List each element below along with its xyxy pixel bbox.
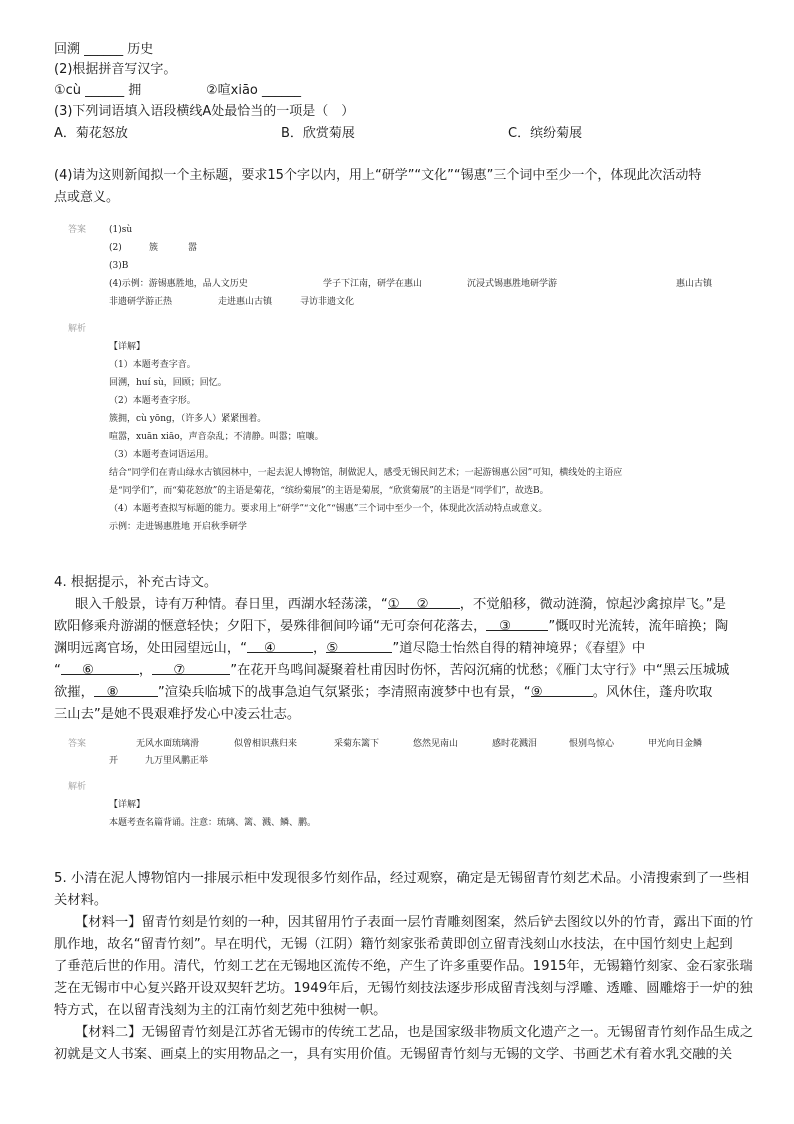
answer-line: 非遗研学游正热 (109, 297, 173, 307)
q4-para-line-3: 渊明远离官场，处田园望远山，“ ④ ，⑤ ”道尽隐士怡然自得的精神境界；《春望》中 (54, 638, 645, 660)
answer-tag: 答案 (68, 225, 87, 235)
answer-line: 学子下江南，研学在惠山 (323, 279, 423, 289)
q4-text: 欧阳修乘舟游湖的惬意轻快；夕阳下，晏殊徘徊间吟诵“无可奈何花落去， (54, 619, 487, 634)
blank-number: ⑧ (106, 685, 119, 700)
q5-material-1: 了垂范后世的作用。清代，竹刻工艺在无锡地区流传不绝，产生了许多重要作品。1915年，无锡籍竹刻家、金石家张瑞 (54, 959, 753, 974)
answer-item: 甲光向日金鳞 (648, 739, 703, 749)
q5-line-2: 关材料。 (54, 893, 108, 908)
q4-para-line-5 (54, 682, 712, 704)
answer-line: (2) (109, 243, 122, 253)
answer-line: (4)示例：游锡惠胜地，品人文历史 (109, 279, 248, 289)
q5-line-1: 5. 小清在泥人博物馆内一排展示柜中发现很多竹刻作品，经过观察，确定是无锡留青竹刻艺术品。小清搜索到了一些相 (54, 871, 750, 886)
analysis-line: （1）本题考查字音。 (109, 360, 196, 370)
analysis-heading: 【详解】 (109, 342, 146, 352)
answer-item: 开 (109, 756, 119, 766)
analysis-line: （3）本题考查词语运用。 (109, 450, 214, 460)
q3-pinyin-2: ②喧xiāo ______ (206, 83, 302, 98)
answer-line: 走进惠山古镇 (218, 297, 273, 307)
blank-5 (326, 638, 392, 656)
blank-6 (61, 660, 139, 678)
blank-number: ⑦ (173, 663, 186, 678)
answer-line: 惠山古镇 (676, 279, 713, 289)
analysis-line: 是“同学们”，而“菊花怒放”的主语是菊花，“缤纷菊展”的主语是菊展，“欣赏菊展”的主语是“同学们”，故选B。 (109, 486, 549, 496)
q4-text: ”慨叹时光流转，流年暗换；陶 (548, 619, 729, 634)
q3-line-1: 回溯 ______ 历史 (54, 42, 154, 57)
blank-1-2 (387, 594, 460, 612)
answer-line: (1)sù (109, 225, 133, 235)
q4-para-line-4: “ ⑥ ， ⑦ ”在花开鸟鸣间凝聚着杜甫因时伤怀，苦闷沉痛的忧愁；《雁门太守行》中“黑云压城城 (54, 660, 729, 682)
analysis-line: （4）本题考查拟写标题的能力。要求用上“研学”“文化”“锡惠”三个词中至少一个，体现此次活动特点或意义。 (109, 504, 548, 514)
q5-material-1: 肌作地，故名“留青竹刻”。早在明代，无锡（江阴）籍竹刻家张希黄即创立留青浅刻山水技法，在中国竹刻史上起到 (54, 937, 733, 952)
analysis-line: 结合“同学们在青山绿水古镇园林中，一起去泥人博物馆，制做泥人，感受无锡民间艺术；一起游锡惠公园”可知，横线处的主语应 (109, 468, 623, 478)
answer-line: 沉浸式锡惠胜地研学游 (467, 279, 558, 289)
q4-title: 4. 根据提示，补充古诗文。 (54, 575, 218, 590)
q4-text: ”渲染兵临城下的战事急迫气氛紧张；李清照南渡梦中也有景，“ (157, 685, 531, 700)
q3-line-4: (3)下列词语填入语段横线A处最恰当的一项是（ ） (54, 104, 355, 119)
option-c: C．缤纷菊展 (508, 126, 583, 141)
q4-text: “ (54, 663, 61, 678)
q4-text: 渊明远离官场，处田园望远山，“ (54, 641, 248, 656)
answer-item: 九万里风鹏正举 (145, 756, 209, 766)
q4-para-line-2 (54, 616, 728, 638)
analysis-heading: 【详解】 (109, 800, 146, 810)
blank-number: ⑤ (326, 641, 339, 656)
analysis-tag: 解析 (68, 324, 87, 334)
q4-para-line-6: 三山去”是她不畏艰难抒发心中凌云壮志。 (54, 707, 301, 722)
blank-number: ② (416, 597, 429, 612)
q5-material-2: 【材料二】无锡留青竹刻是江苏省无锡市的传统工艺品，也是国家级非物质文化遗产之一。无锡留青竹刻作品生成之 (75, 1025, 754, 1040)
answer-item: 似曾相识燕归来 (234, 739, 298, 749)
answer-word: 嚣 (188, 243, 198, 253)
q5-material-1: 【材料一】留青竹刻是竹刻的一种，因其留用竹子表面一层竹青雕刻图案，然后铲去图纹以外的竹青，露出下面的竹 (75, 915, 754, 930)
analysis-line: 示例：走进锡惠胜地 开启秋季研学 (109, 522, 247, 532)
answer-line: (3)B (109, 261, 129, 271)
q4-text: 欲摧， (54, 685, 94, 700)
answer-item: 感时花溅泪 (492, 739, 538, 749)
q4-text: ”道尽隐士怡然自得的精神境界；《春望》中 (392, 641, 646, 656)
analysis-line: 本题考查名篇背诵。注意：琉璃、篱、溅、鳞、鹏。 (109, 818, 317, 828)
answer-tag: 答案 (68, 739, 87, 749)
analysis-line: 簇拥，cù yōng，（许多人）紧紧围着。 (109, 414, 267, 424)
q5-material-1: 芝在无锡市中心复兴路开设双契轩艺坊。1949年后，无锡竹刻技法逐步形成留青浅刻与浮雕、透雕、圆雕熔于一炉的独 (54, 981, 753, 996)
answer-item: 悠然见南山 (413, 739, 459, 749)
blank-3 (486, 616, 548, 634)
blank-4 (247, 638, 313, 656)
q5-material-1: 特方式，在以留青浅刻为主的江南竹刻艺苑中独树一帜。 (54, 1003, 387, 1018)
q4-para-line-1 (75, 594, 726, 616)
answer-item: 恨别鸟惊心 (569, 739, 615, 749)
analysis-line: 喧嚣，xuān xiāo，声音杂乱；不清静。叫嚣；喧嚷。 (109, 432, 324, 442)
q4-text: ”在花开鸟鸣间凝聚着杜甫因时伤怀，苦闷沉痛的忧愁；《雁门太守行》中“黑云压城城 (230, 663, 730, 678)
analysis-tag: 解析 (68, 782, 87, 792)
option-b: B．欣赏菊展 (281, 126, 355, 141)
blank-7 (152, 660, 230, 678)
answer-word: 簇 (149, 243, 159, 253)
blank-number: ③ (499, 619, 511, 634)
answer-line: 寻访非遗文化 (300, 297, 355, 307)
blank-number: ⑥ (82, 663, 94, 678)
q4-text: 。风休住，蓬舟吹取 (592, 685, 713, 700)
option-a: A．菊花怒放 (54, 126, 128, 141)
q3-line-2: (2)根据拼音写汉字。 (54, 62, 177, 77)
q3-line-6: 点或意义。 (54, 190, 120, 205)
q4-text: ，不觉船移，微动涟漪，惊起沙禽掠岸飞。”是 (459, 597, 726, 612)
blank-number: ⑨ (530, 685, 543, 700)
blank-9 (530, 682, 593, 700)
analysis-line: （2）本题考查字形。 (109, 396, 196, 406)
blank-number: ④ (263, 641, 276, 656)
answer-item: 无风水面琉璃滑 (136, 739, 200, 749)
q4-text: 眼入千般景，诗有万种情。春日里，西湖水轻荡漾，“ (75, 597, 388, 612)
q3-line-5: (4)请为这则新闻拟一个主标题，要求15个字以内，用上“研学”“文化”“锡惠”三个词中至少一个，体现此次活动特 (54, 168, 702, 183)
blank-number: ① (387, 597, 400, 612)
answer-item: 采菊东篱下 (334, 739, 380, 749)
q3-pinyin-1: ①cù ______ 拥 (54, 83, 142, 98)
blank-8 (94, 682, 158, 700)
q5-material-2: 初就是文人书案、画桌上的实用物品之一，具有实用价值。无锡留青竹刻与无锡的文学、书画艺术有着水乳交融的关 (54, 1047, 733, 1062)
analysis-line: 回溯，huí sù，回顾；回忆。 (109, 378, 227, 388)
